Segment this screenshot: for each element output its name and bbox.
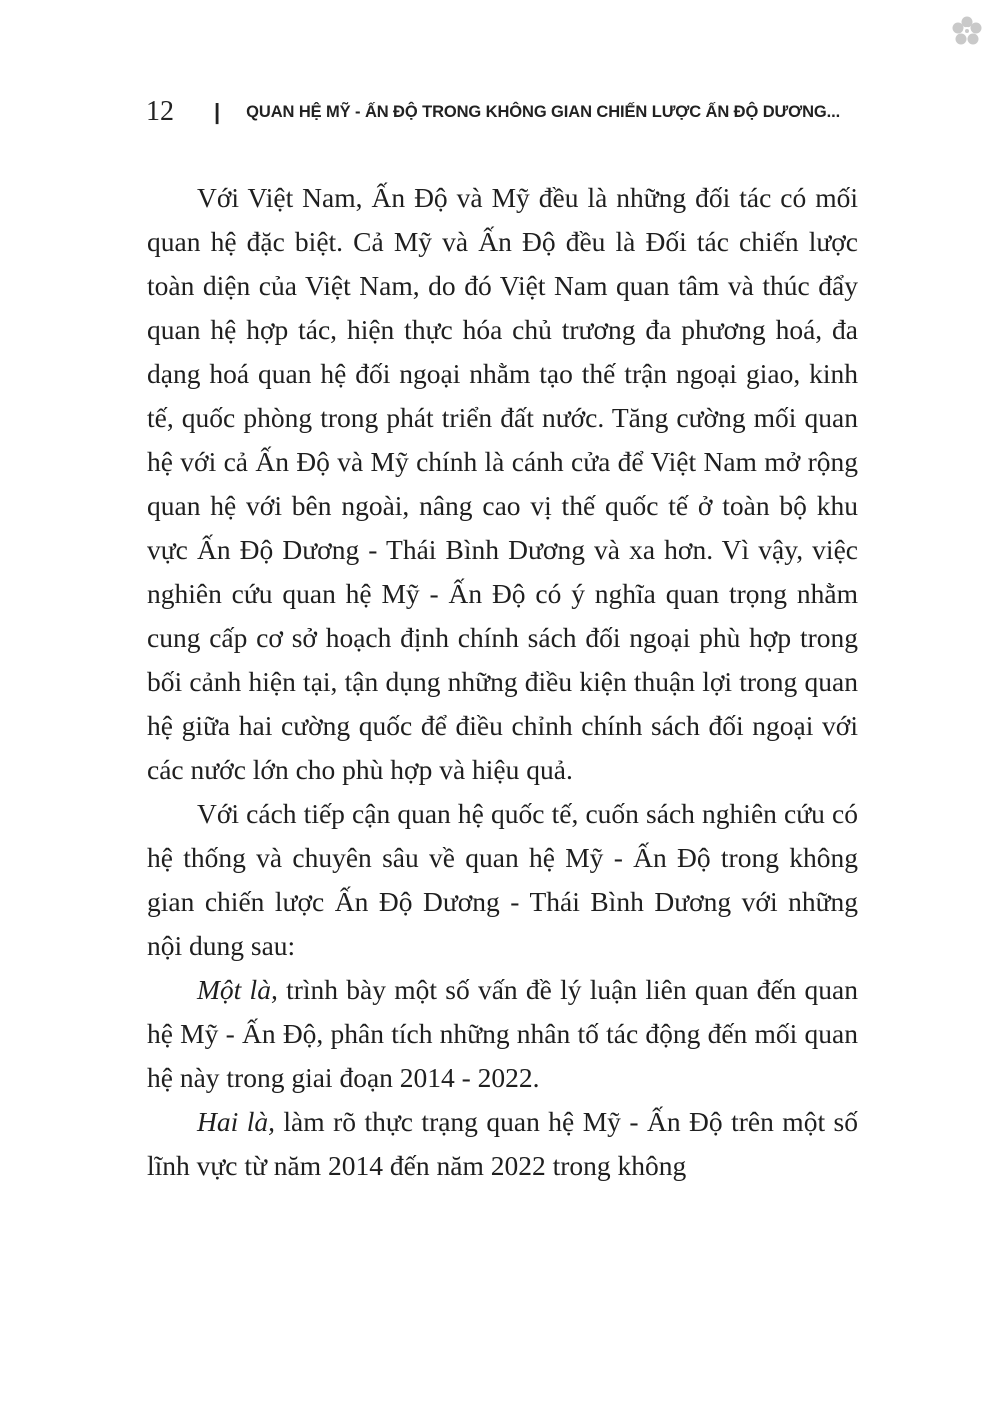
running-header xyxy=(146,92,860,132)
paragraph-lead: Một là, xyxy=(197,974,278,1005)
header-separator: | xyxy=(214,99,221,124)
paragraph-lead: Hai là, xyxy=(197,1106,275,1137)
running-title: QUAN HỆ MỸ - ẤN ĐỘ TRONG KHÔNG GIAN CHIẾN LƯỢC ẤN ĐỘ DƯƠNG... xyxy=(246,102,841,121)
paragraph: Với cách tiếp cận quan hệ quốc tế, cuốn sách nghiên cứu có hệ thống và chuyên sâu về quan hệ Mỹ - Ấn Độ trong không gian chiến lược Ấn Độ Dương - Thái Bình Dương với những nội dung sau: xyxy=(147,798,858,961)
body-text xyxy=(147,176,858,1188)
flower-ornament-icon xyxy=(950,14,984,48)
page-number: 12 xyxy=(146,96,174,127)
paragraph: Với Việt Nam, Ấn Độ và Mỹ đều là những đối tác có mối quan hệ đặc biệt. Cả Mỹ và Ấn Độ đều là Đối tác chiến lược toàn diện của Việt Nam, do đó Việt Nam quan tâm và thúc đẩy quan hệ hợp tác, hiện thực hóa chủ trương đa phương hoá, đa dạng hoá quan hệ đối ngoại nhằm tạo thế trận ngoại giao, kinh tế, quốc phòng trong phát triển đất nước. Tăng cường mối quan hệ với cả Ấn Độ và Mỹ chính là cánh cửa để Việt Nam mở rộng quan hệ với bên ngoài, nâng cao vị thế quốc tế ở toàn bộ khu vực Ấn Độ Dương - Thái Bình Dương và xa hơn. Vì vậy, việc nghiên cứu quan hệ Mỹ - Ấn Độ có ý nghĩa quan trọng nhằm cung cấp cơ sở hoạch định chính sách đối ngoại phù hợp trong bối cảnh hiện tại, tận dụng những điều kiện thuận lợi trong quan hệ giữa hai cường quốc để điều chỉnh chính sách đối ngoại với các nước lớn cho phù hợp và hiệu quả. xyxy=(147,182,858,785)
paragraph: Một là, trình bày một số vấn đề lý luận liên quan đến quan hệ Mỹ - Ấn Độ, phân tích những nhân tố tác động đến mối quan hệ này trong giai đoạn 2014 - 2022. xyxy=(147,974,858,1093)
paragraph: Hai là, làm rõ thực trạng quan hệ Mỹ - Ấn Độ trên một số lĩnh vực từ năm 2014 đến năm 2022 trong không xyxy=(147,1106,858,1181)
